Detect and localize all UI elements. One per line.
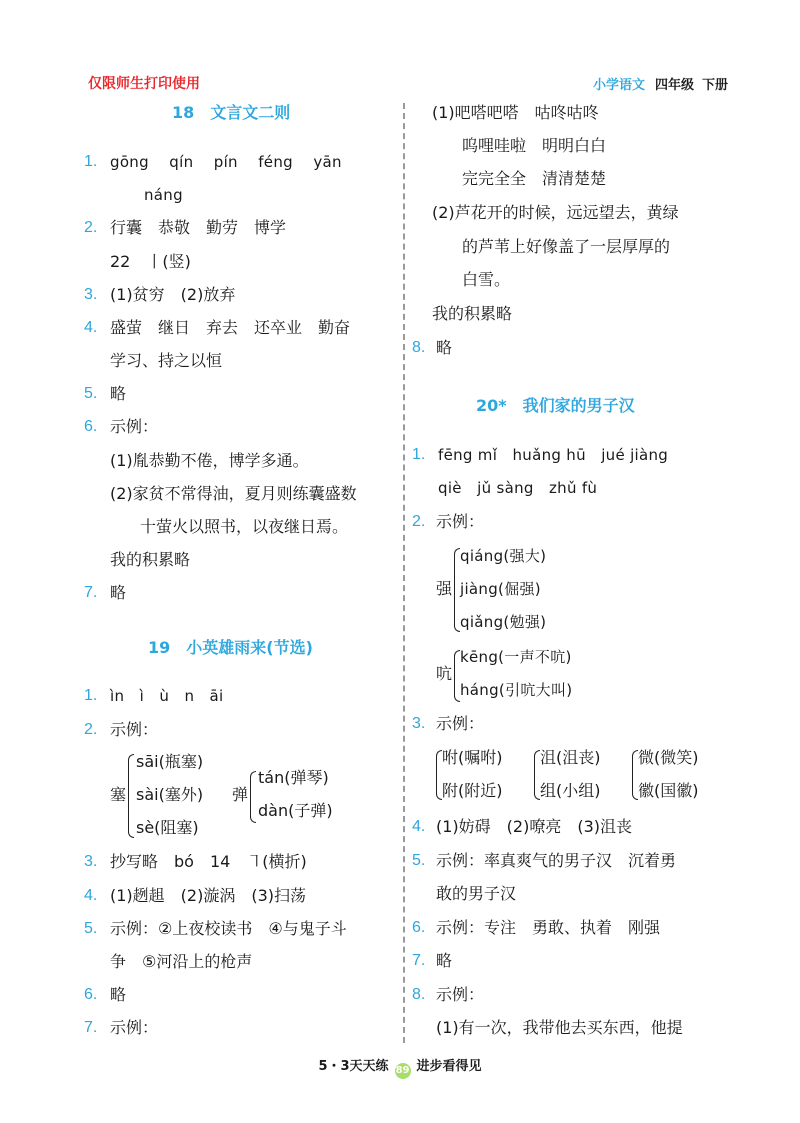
header-volume: 下册	[701, 78, 728, 93]
q-number: 5.	[84, 920, 98, 937]
q-number: 5.	[412, 852, 426, 869]
answer-line: 示例：	[110, 417, 159, 436]
q-number: 3.	[412, 715, 426, 732]
answer-line: (1)妨碍 (2)嘹亮 (3)沮丧	[436, 817, 632, 836]
answer-line: 争 ⑤河沿上的枪声	[110, 952, 253, 971]
q-number: 1.	[84, 153, 98, 170]
q-number: 5.	[84, 385, 98, 402]
q-number: 7.	[84, 584, 98, 601]
q-number: 1.	[412, 446, 426, 463]
footer-brand: 5・3天天练	[318, 1059, 389, 1074]
answer-line: qiè jǔ sàng zhǔ fù	[438, 479, 598, 497]
answer-line: 示例：	[110, 720, 159, 739]
polyphone-reading: sài(塞外)	[136, 785, 204, 804]
answer-line: 示例：	[110, 1018, 159, 1037]
brace-icon	[128, 754, 134, 838]
q-number: 1.	[84, 687, 98, 704]
answer-line: 抄写略 bó 14 ㇕(横折)	[110, 852, 307, 871]
answer-line: (1)吧嗒吧嗒 咕咚咕咚	[432, 103, 599, 122]
char-pair: 咐(嘱咐)	[442, 748, 503, 767]
answer-line: 示例：	[436, 714, 485, 733]
header-subject: 小学语文	[592, 78, 645, 93]
polyphone-reading: dàn(子弹)	[258, 801, 333, 820]
polyphone-reading: háng(引吭大叫)	[460, 681, 573, 699]
q-number: 7.	[412, 952, 426, 969]
footer-slogan: 进步看得见	[416, 1059, 482, 1074]
polyphone-char: 弹	[232, 785, 249, 804]
polyphone-reading: jiàng(倔强)	[460, 580, 541, 598]
char-pair: 组(小组)	[540, 781, 601, 800]
answer-line: 示例：专注 勇敢、执着 刚强	[436, 918, 661, 937]
answer-line: 完完全全 清清楚楚	[462, 169, 607, 188]
brace-icon	[250, 771, 256, 823]
answer-line: (1)贫穷 (2)放弃	[110, 285, 236, 304]
char-pair: 沮(沮丧)	[540, 748, 601, 767]
answer-line: 22 丨(竖)	[110, 252, 191, 271]
answer-line: 的芦苇上好像盖了一层厚厚的	[462, 237, 671, 256]
q-number: 4.	[412, 818, 426, 835]
header-grade: 四年级	[654, 78, 694, 93]
q-number: 4.	[84, 887, 98, 904]
answer-line: 敢的男子汉	[436, 884, 517, 903]
answer-line: (1)趔趄 (2)漩涡 (3)扫荡	[110, 886, 306, 905]
page-footer	[0, 1055, 800, 1079]
q-number: 8.	[412, 339, 426, 356]
answer-line: 行囊 恭敬 勤劳 博学	[110, 218, 287, 237]
polyphone-char: 塞	[110, 785, 127, 804]
q-number: 3.	[84, 853, 98, 870]
page-number-badge: 89	[395, 1063, 411, 1079]
answer-line: gōng qín pín féng yān	[110, 153, 342, 171]
polyphone-reading: kēng(一声不吭)	[460, 648, 572, 666]
answer-line: 示例：	[436, 512, 485, 531]
polyphone-char: 吭	[436, 664, 453, 683]
answer-line: (1)胤恭勤不倦，博学多通。	[110, 451, 309, 470]
section-title-19: 19 小英雄雨来(节选)	[148, 638, 313, 657]
answer-line: ìn ì ù n āi	[110, 687, 224, 705]
answer-line: 我的积累略	[110, 550, 191, 569]
answer-line: 略	[436, 338, 453, 357]
answer-line: 略	[110, 985, 127, 1004]
q-number: 2.	[84, 721, 98, 738]
answer-line: 盛萤 继日 弃去 还卒业 勤奋	[110, 318, 351, 337]
char-pair: 附(附近)	[442, 781, 503, 800]
section-title-20: 20* 我们家的男子汉	[476, 396, 635, 415]
char-pair: 徽(国徽)	[638, 781, 699, 800]
answer-line: (1)有一次，我带他去买东西，他提	[436, 1018, 683, 1037]
q-number: 2.	[84, 219, 98, 236]
column-divider	[403, 103, 405, 1043]
q-number: 8.	[412, 986, 426, 1003]
polyphone-reading: sè(阻塞)	[136, 818, 199, 837]
answer-line: 略	[436, 951, 453, 970]
answer-line: 略	[110, 583, 127, 602]
answer-line: 略	[110, 384, 127, 403]
q-number: 6.	[84, 418, 98, 435]
answer-line: 示例：	[436, 985, 485, 1004]
section-title-18: 18 文言文二则	[172, 103, 291, 122]
answer-line: 我的积累略	[432, 304, 513, 323]
q-number: 2.	[412, 513, 426, 530]
polyphone-reading: qiǎng(勉强)	[460, 613, 547, 631]
q-number: 3.	[84, 286, 98, 303]
polyphone-char: 强	[436, 579, 453, 598]
answer-line: 示例：率真爽气的男子汉 沉着勇	[436, 851, 677, 870]
answer-line: 示例：②上夜校读书 ④与鬼子斗	[110, 919, 347, 938]
answer-line: (2)家贫不常得油，夏月则练囊盛数	[110, 484, 357, 503]
polyphone-reading: tán(弹琴)	[258, 768, 329, 787]
q-number: 7.	[84, 1019, 98, 1036]
answer-line: (2)芦花开的时候，远远望去，黄绿	[432, 203, 679, 222]
q-number: 6.	[412, 919, 426, 936]
q-number: 4.	[84, 319, 98, 336]
answer-line: 十萤火以照书，以夜继日焉。	[140, 517, 349, 536]
q-number: 6.	[84, 986, 98, 1003]
header-book-info	[593, 74, 728, 93]
polyphone-reading: qiáng(强大)	[460, 547, 547, 565]
answer-line: 白雪。	[462, 270, 511, 289]
answer-line: 学习、持之以恒	[110, 351, 223, 370]
answer-line: fēng mǐ huǎng hū jué jiàng	[438, 446, 669, 464]
char-pair: 微(微笑)	[638, 748, 699, 767]
answer-line: 呜哩哇啦 明明白白	[462, 136, 607, 155]
polyphone-reading: sāi(瓶塞)	[136, 752, 204, 771]
answer-line: náng	[144, 186, 183, 204]
header-print-notice: 仅限师生打印使用	[88, 76, 200, 92]
